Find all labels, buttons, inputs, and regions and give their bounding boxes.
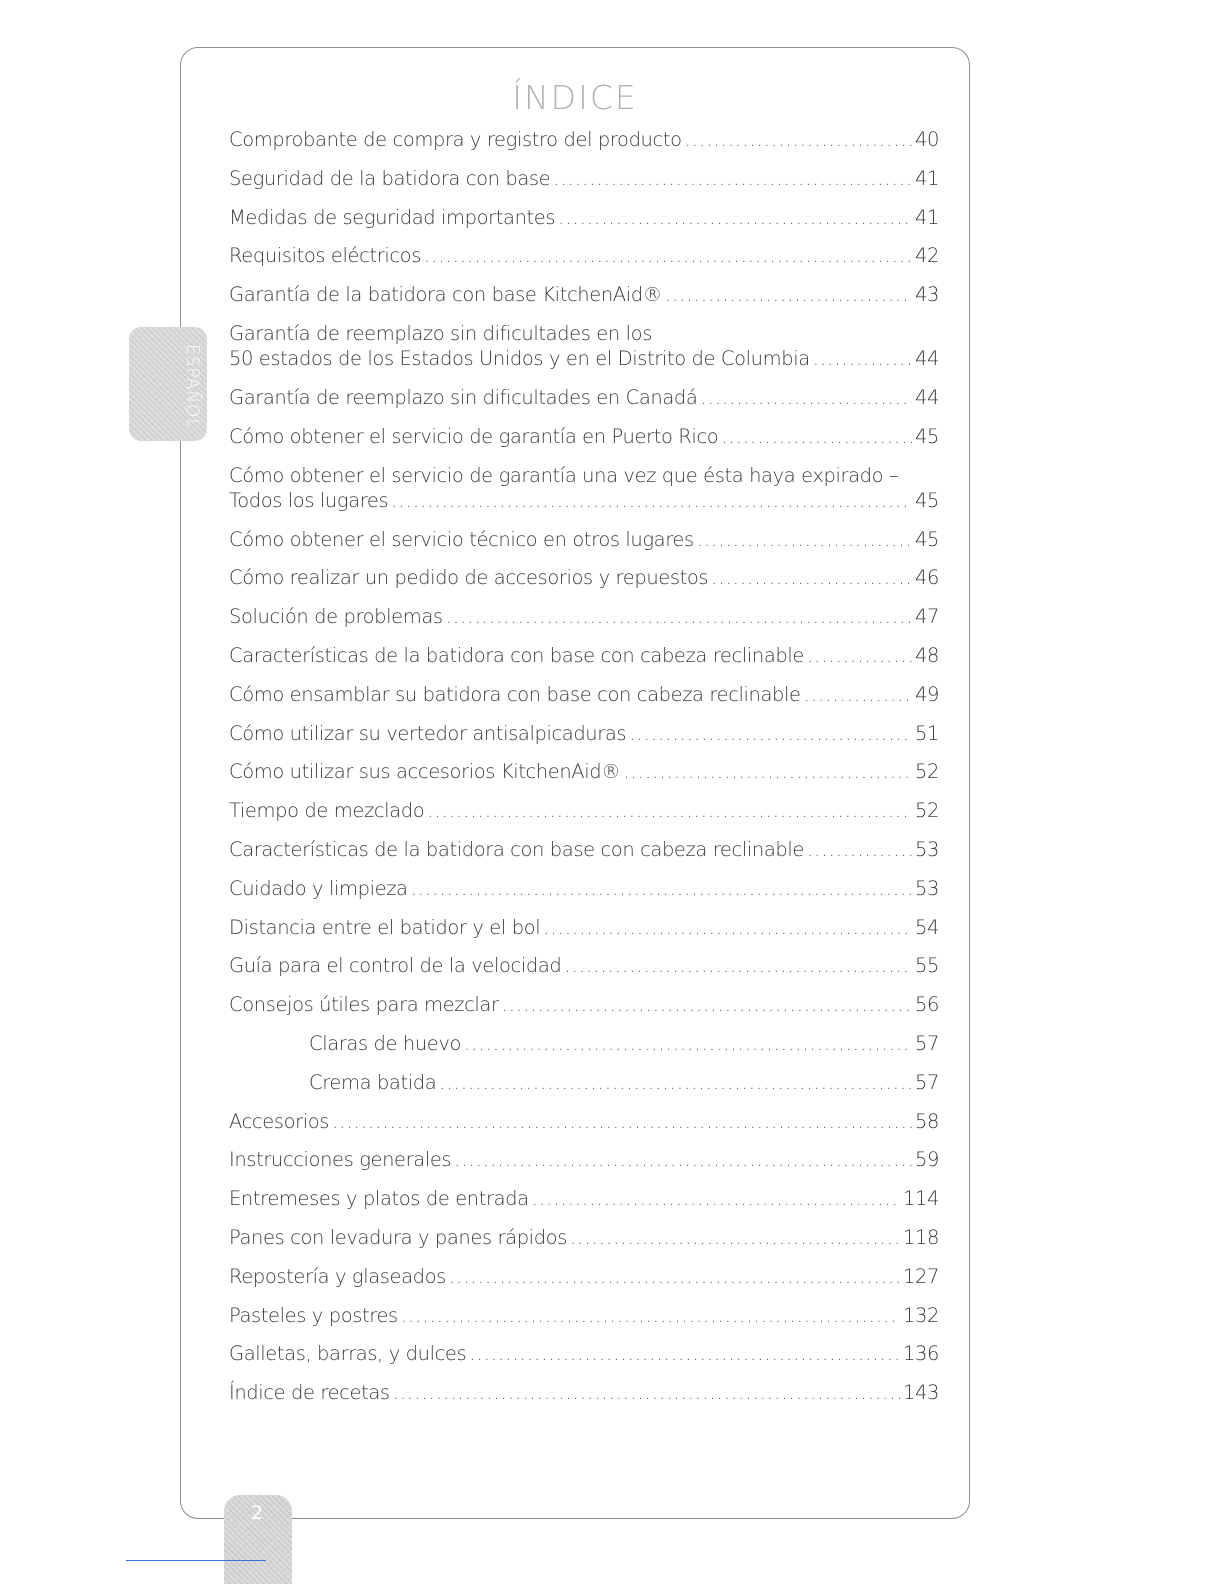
toc-entry-title: Tiempo de mezclado xyxy=(229,799,425,823)
toc-entry-title: Cómo ensamblar su batidora con base con cabeza reclinable xyxy=(229,682,801,706)
toc-entry-title: Solución de problemas xyxy=(229,605,443,629)
toc-entry[interactable] xyxy=(229,386,939,425)
toc-entry-page: 58 xyxy=(914,1109,939,1133)
toc-leader-dots xyxy=(427,799,912,822)
toc-entry-title: Consejos útiles para mezclar xyxy=(229,993,499,1017)
toc-entry[interactable] xyxy=(229,464,939,528)
toc-leader-dots xyxy=(454,1148,912,1171)
toc-leader-dots xyxy=(543,916,912,939)
toc-entry-title: Cómo obtener el servicio de garantía en Puerto Rico xyxy=(229,424,719,448)
toc-leader-dots xyxy=(401,1304,900,1327)
toc-entry-title: Seguridad de la batidora con base xyxy=(229,166,551,190)
toc-entry-page: 136 xyxy=(902,1342,939,1366)
toc-entry-title-line1: Garantía de reemplazo sin dificultades en los xyxy=(229,321,652,345)
toc-leader-dots xyxy=(532,1187,900,1210)
toc-entry-title-line1: Cómo obtener el servicio de garantía una vez que ésta haya expirado – xyxy=(229,463,899,487)
toc-entry[interactable] xyxy=(229,167,939,206)
toc-entry-title: Cómo obtener el servicio técnico en otros lugares xyxy=(229,527,694,551)
toc-leader-dots xyxy=(469,1342,900,1365)
toc-entry[interactable] xyxy=(229,954,939,993)
toc-entry[interactable] xyxy=(229,1265,939,1304)
page-number: 2 xyxy=(250,1502,264,1524)
toc-entry-page: 54 xyxy=(914,915,939,939)
toc-entry[interactable] xyxy=(229,605,939,644)
toc-entry[interactable] xyxy=(229,644,939,683)
toc-leader-dots xyxy=(558,206,912,229)
toc-leader-dots xyxy=(804,683,912,706)
table-of-contents xyxy=(229,128,939,1420)
toc-entry[interactable] xyxy=(229,1342,939,1381)
toc-entry-page: 46 xyxy=(914,566,939,590)
toc-entry-page: 45 xyxy=(914,527,939,551)
toc-entry-page: 114 xyxy=(902,1187,939,1211)
page-title: ÍNDICE xyxy=(512,78,638,117)
toc-leader-dots xyxy=(446,605,912,628)
toc-entry-page: 56 xyxy=(914,993,939,1017)
toc-entry-page: 52 xyxy=(914,799,939,823)
toc-leader-dots xyxy=(721,425,912,448)
toc-entry-page: 41 xyxy=(914,166,939,190)
toc-entry-title: Índice de recetas xyxy=(229,1381,390,1405)
toc-entry[interactable] xyxy=(229,1304,939,1343)
toc-leader-dots xyxy=(464,1032,912,1055)
toc-entry-page: 42 xyxy=(914,244,939,268)
toc-entry-page: 143 xyxy=(902,1381,939,1405)
toc-entry-title: Comprobante de compra y registro del producto xyxy=(229,128,682,151)
toc-entry[interactable] xyxy=(229,1187,939,1226)
toc-entry-title: Distancia entre el batidor y el bol xyxy=(229,915,541,939)
toc-entry-title: Cómo utilizar sus accesorios KitchenAid® xyxy=(229,760,621,784)
toc-entry-page: 40 xyxy=(914,128,939,151)
toc-leader-dots xyxy=(700,386,912,409)
toc-entry[interactable] xyxy=(229,244,939,283)
toc-entry[interactable] xyxy=(229,838,939,877)
toc-entry-title: Cuidado y limpieza xyxy=(229,876,408,900)
toc-entry-title: Medidas de seguridad importantes xyxy=(229,205,556,229)
toc-leader-dots xyxy=(685,128,912,151)
toc-entry-title: Características de la batidora con base con cabeza reclinable xyxy=(229,837,804,861)
toc-entry-title: Repostería y glaseados xyxy=(229,1264,446,1288)
toc-leader-dots xyxy=(629,722,912,745)
toc-entry[interactable] xyxy=(229,993,939,1032)
toc-entry[interactable] xyxy=(229,528,939,567)
toc-entry-page: 53 xyxy=(914,876,939,900)
toc-entry-title: Crema batida xyxy=(309,1070,437,1094)
toc-subentry[interactable] xyxy=(229,1071,939,1110)
toc-entry-page: 52 xyxy=(914,760,939,784)
toc-entry-title-line2: 50 estados de los Estados Unidos y en el Distrito de Columbia xyxy=(229,346,810,370)
toc-leader-dots xyxy=(424,244,912,267)
toc-leader-dots xyxy=(449,1265,900,1288)
toc-entry-page: 43 xyxy=(914,283,939,307)
toc-entry-page: 49 xyxy=(914,682,939,706)
toc-entry-page: 57 xyxy=(914,1031,939,1055)
toc-entry-page: 132 xyxy=(902,1303,939,1327)
toc-entry[interactable] xyxy=(229,877,939,916)
toc-leader-dots xyxy=(502,993,912,1016)
toc-leader-dots xyxy=(391,489,912,512)
toc-entry[interactable] xyxy=(229,128,939,167)
toc-entry-page: 55 xyxy=(914,954,939,978)
toc-entry-page: 51 xyxy=(914,721,939,745)
toc-entry[interactable] xyxy=(229,1148,939,1187)
footer-link-line xyxy=(126,1560,266,1561)
toc-entry[interactable] xyxy=(229,1110,939,1149)
toc-leader-dots xyxy=(807,644,912,667)
toc-leader-dots xyxy=(332,1110,912,1133)
toc-leader-dots xyxy=(807,838,912,861)
toc-entry[interactable] xyxy=(229,916,939,955)
toc-entry-title: Galletas, barras, y dulces xyxy=(229,1342,467,1366)
toc-entry-page: 48 xyxy=(914,643,939,667)
toc-entry-title: Garantía de la batidora con base KitchenAid® xyxy=(229,283,662,307)
toc-leader-dots xyxy=(570,1226,900,1249)
toc-entry-page: 127 xyxy=(902,1264,939,1288)
toc-entry-page: 44 xyxy=(914,346,939,370)
toc-entry-title: Requisitos eléctricos xyxy=(229,244,421,268)
toc-entry[interactable] xyxy=(229,322,939,386)
toc-leader-dots xyxy=(393,1381,900,1404)
toc-leader-dots xyxy=(813,347,912,370)
toc-leader-dots xyxy=(553,167,912,190)
toc-entry[interactable] xyxy=(229,566,939,605)
toc-entry[interactable] xyxy=(229,760,939,799)
toc-entry-page: 57 xyxy=(914,1070,939,1094)
toc-subentry[interactable] xyxy=(229,1032,939,1071)
toc-leader-dots xyxy=(665,283,912,306)
toc-entry[interactable] xyxy=(229,1226,939,1265)
toc-entry-title: Cómo utilizar su vertedor antisalpicaduras xyxy=(229,721,627,745)
toc-entry-page: 47 xyxy=(914,605,939,629)
toc-entry-title: Entremeses y platos de entrada xyxy=(229,1187,529,1211)
language-tab-label: ESPAÑOL xyxy=(182,343,202,429)
toc-entry[interactable] xyxy=(229,683,939,722)
toc-leader-dots xyxy=(697,528,912,551)
toc-entry-title: Panes con levadura y panes rápidos xyxy=(229,1225,567,1249)
toc-entry-title: Instrucciones generales xyxy=(229,1148,452,1172)
toc-entry-title-line2: Todos los lugares xyxy=(229,488,389,512)
toc-entry[interactable] xyxy=(229,425,939,464)
toc-entry[interactable] xyxy=(229,799,939,838)
toc-leader-dots xyxy=(711,566,912,589)
toc-entry-page: 44 xyxy=(914,385,939,409)
toc-entry[interactable] xyxy=(229,722,939,761)
toc-leader-dots xyxy=(564,954,912,977)
toc-entry-title: Garantía de reemplazo sin dificultades en Canadá xyxy=(229,385,698,409)
toc-entry[interactable] xyxy=(229,283,939,322)
toc-entry-title: Claras de huevo xyxy=(309,1031,462,1055)
toc-leader-dots xyxy=(439,1071,912,1094)
toc-entry-page: 59 xyxy=(914,1148,939,1172)
toc-entry[interactable] xyxy=(229,1381,939,1420)
toc-entry-title: Cómo realizar un pedido de accesorios y repuestos xyxy=(229,566,709,590)
toc-entry-page: 41 xyxy=(914,205,939,229)
toc-leader-dots xyxy=(411,877,912,900)
toc-entry-page: 45 xyxy=(914,488,939,512)
toc-leader-dots xyxy=(623,760,912,783)
toc-entry-title: Características de la batidora con base con cabeza reclinable xyxy=(229,643,804,667)
toc-entry-title: Guía para el control de la velocidad xyxy=(229,954,562,978)
toc-entry-title: Accesorios xyxy=(229,1109,330,1133)
toc-entry-page: 45 xyxy=(914,424,939,448)
toc-entry-title: Pasteles y postres xyxy=(229,1303,398,1327)
toc-entry-page: 118 xyxy=(902,1225,939,1249)
toc-entry-page: 53 xyxy=(914,837,939,861)
toc-entry[interactable] xyxy=(229,206,939,245)
